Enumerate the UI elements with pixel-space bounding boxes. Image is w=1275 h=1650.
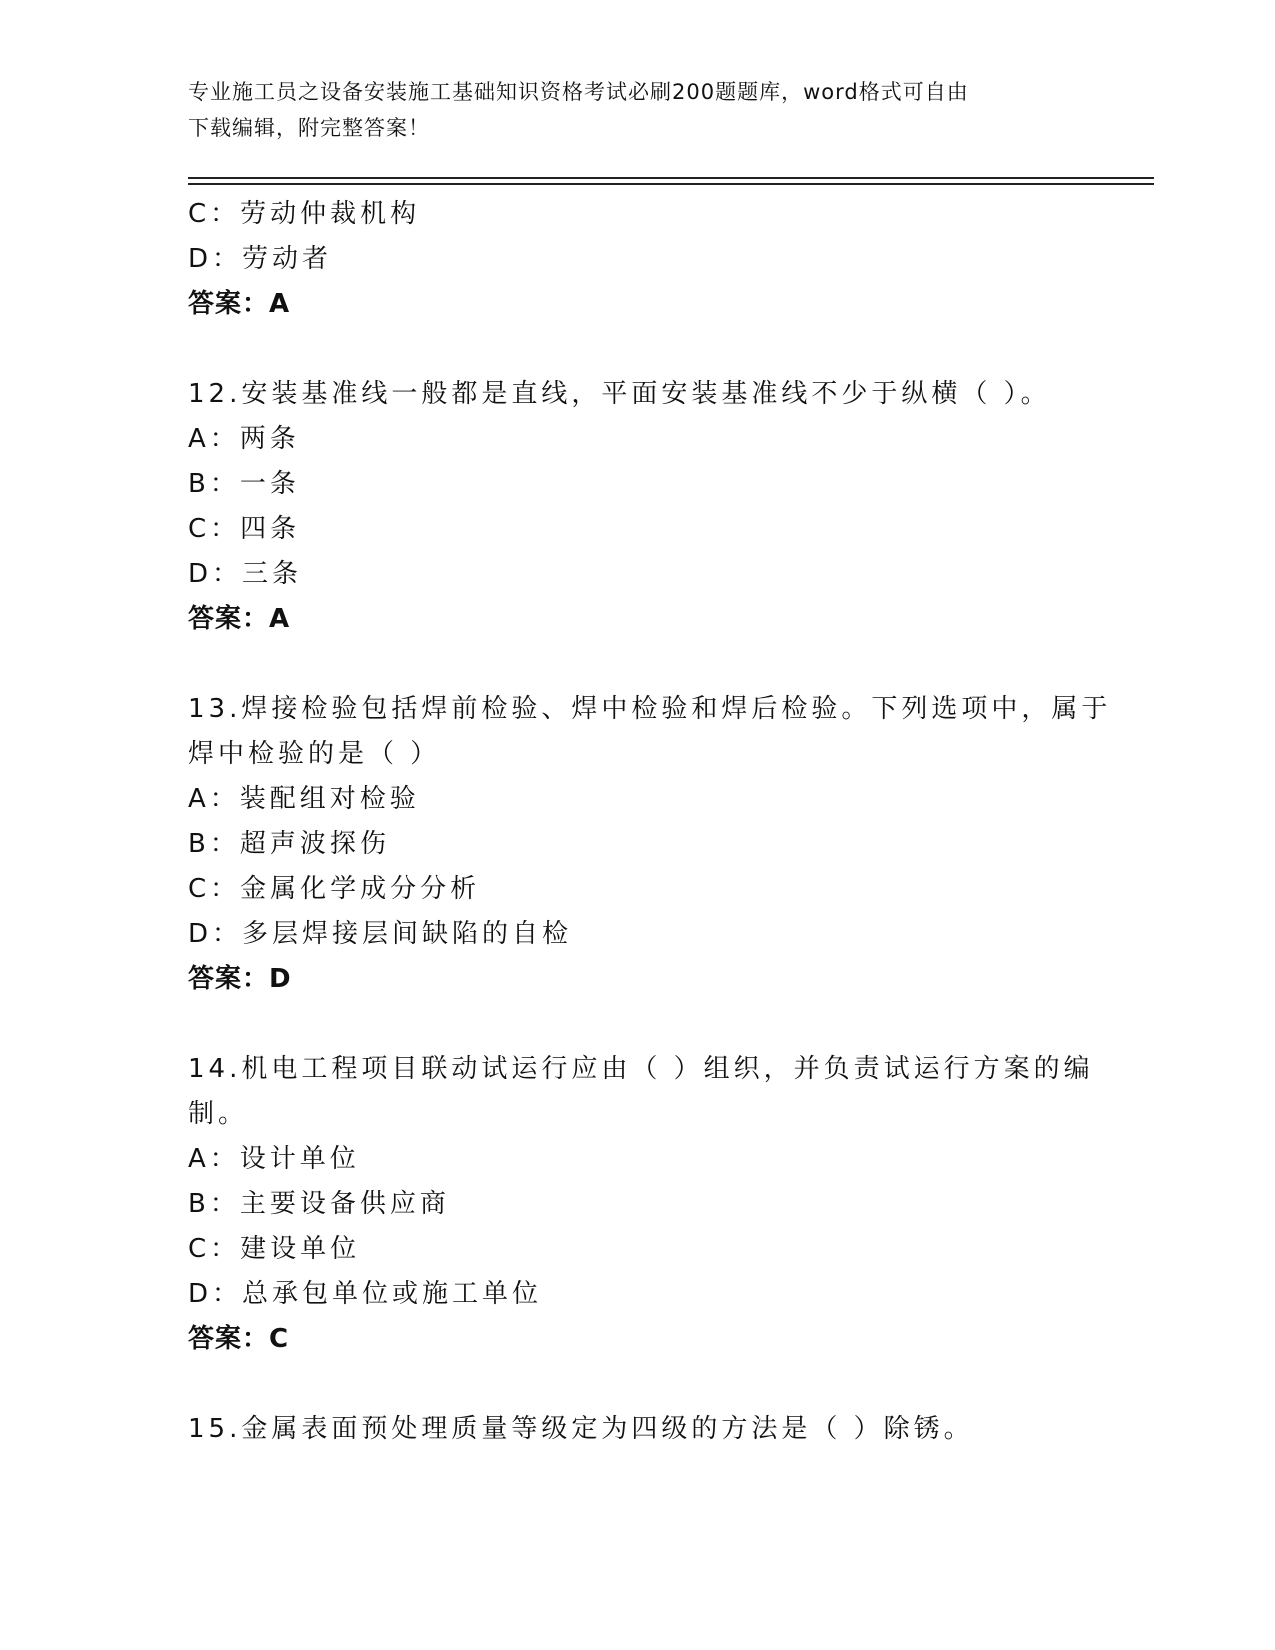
answer-line: 答案：C: [188, 1324, 290, 1354]
option-d: D：三条: [188, 559, 303, 589]
question-text: 13.焊接检验包括焊前检验、焊中检验和焊后检验。下列选项中，属于: [188, 694, 1112, 724]
header-rule-bottom: [188, 183, 1154, 185]
option-a: A：设计单位: [188, 1144, 360, 1174]
question-text: 15.金属表面预处理质量等级定为四级的方法是（ ）除锈。: [188, 1414, 974, 1444]
question-text: 14.机电工程项目联动试运行应由（ ）组织，并负责试运行方案的编: [188, 1054, 1094, 1084]
question-12: [188, 372, 1088, 642]
option-b: B：主要设备供应商: [188, 1189, 450, 1219]
header-line-1: 专业施工员之设备安装施工基础知识资格考试必刷200题题库，word格式可自由: [188, 80, 969, 104]
option-b: B：一条: [188, 469, 300, 499]
option-a: A：两条: [188, 424, 300, 454]
option-b: B：超声波探伤: [188, 829, 390, 859]
answer-line: 答案：A: [188, 289, 291, 319]
answer-line: 答案：D: [188, 964, 292, 994]
option-a: A：装配组对检验: [188, 784, 420, 814]
option-c: C：金属化学成分分析: [188, 874, 481, 904]
question-text-continued: 焊中检验的是（ ）: [188, 739, 441, 769]
option-d: D：劳动者: [188, 244, 333, 274]
question-11-continued: [188, 192, 1088, 327]
header-rule-top: [188, 177, 1154, 179]
question-14: [188, 1047, 1094, 1362]
option-c: C：劳动仲裁机构: [188, 199, 421, 229]
option-c: C：建设单位: [188, 1234, 361, 1264]
question-13: [188, 687, 1112, 1002]
question-list: [188, 192, 1112, 1452]
option-d: D：多层焊接层间缺陷的自检: [188, 919, 573, 949]
option-d: D：总承包单位或施工单位: [188, 1279, 543, 1309]
header-line-2: 下载编辑，附完整答案！: [188, 116, 430, 140]
option-c: C：四条: [188, 514, 301, 544]
answer-line: 答案：A: [188, 604, 291, 634]
question-text: 12.安装基准线一般都是直线，平面安装基准线不少于纵横（ ）。: [188, 379, 1051, 409]
question-text-continued: 制。: [188, 1099, 249, 1129]
document-header: [188, 74, 1068, 146]
question-15: [188, 1407, 1088, 1452]
